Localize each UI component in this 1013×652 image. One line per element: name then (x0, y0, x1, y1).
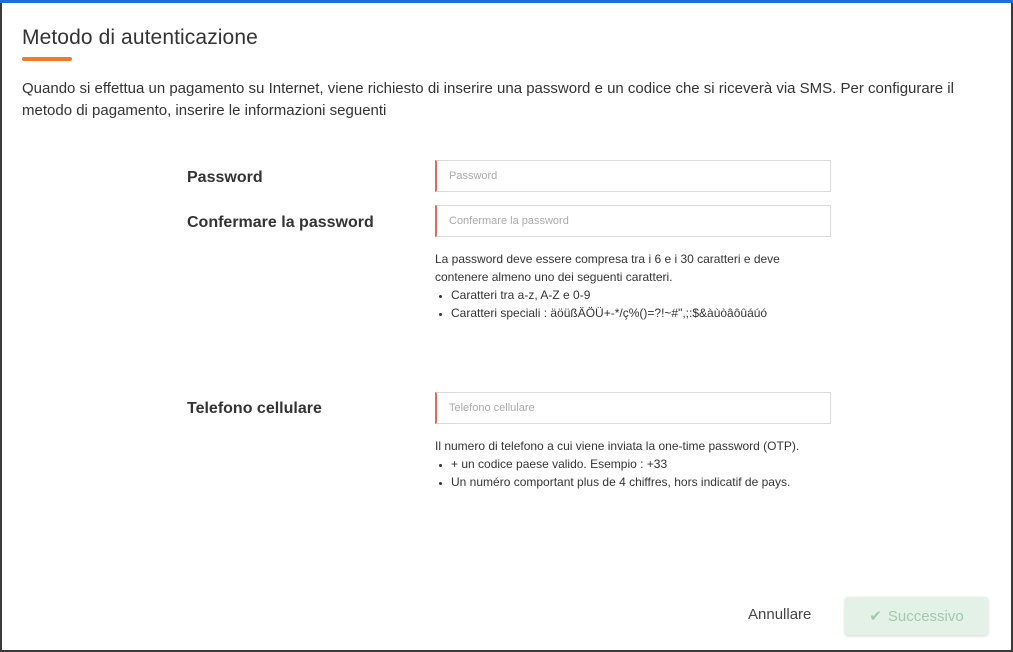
check-icon: ✔ (869, 608, 882, 625)
intro-text: Quando si effettua un pagamento su Internet, viene richiesto di inserire una password e un codice che si riceverà via SMS. Per configurare il metodo di pagamento, inserire le informazioni seguenti (22, 80, 954, 119)
password-label: Password (187, 169, 263, 186)
confirm-password-input[interactable] (435, 205, 831, 237)
password-help (435, 250, 815, 322)
mobile-phone-label: Telefono cellulare (187, 400, 322, 417)
phone-help (435, 437, 815, 491)
password-help-text: La password deve essere compresa tra i 6 e i 30 caratteri e deve contenere almeno uno dei seguenti caratteri. (435, 252, 780, 284)
confirm-password-label: Confermare la password (187, 214, 374, 231)
next-button-label: Successivo (887, 607, 964, 625)
password-rules-list (435, 286, 815, 322)
phone-help-text: Il numero di telefono a cui viene inviata la one-time password (OTP). (435, 439, 800, 453)
dialog-title: Metodo di autenticazione (22, 26, 258, 49)
phone-rules-list (435, 455, 815, 491)
list-item: • Caratteri speciali : äöüßÄÖÜ+-*/ç%()=?!~#",;:$&àùòâôûáúó (451, 304, 815, 322)
list-item: • Caratteri tra a-z, A-Z e 0-9 (451, 286, 815, 304)
list-item: • Un numéro comportant plus de 4 chiffres, hors indicatif de pays. (451, 473, 815, 491)
cancel-button[interactable]: Annullare (748, 606, 812, 623)
list-item: • + un codice paese valido. Esempio : +33 (451, 455, 815, 473)
mobile-phone-input[interactable] (435, 392, 831, 424)
title-underline (22, 57, 72, 61)
next-button[interactable] (845, 597, 988, 635)
password-input[interactable] (435, 160, 831, 192)
